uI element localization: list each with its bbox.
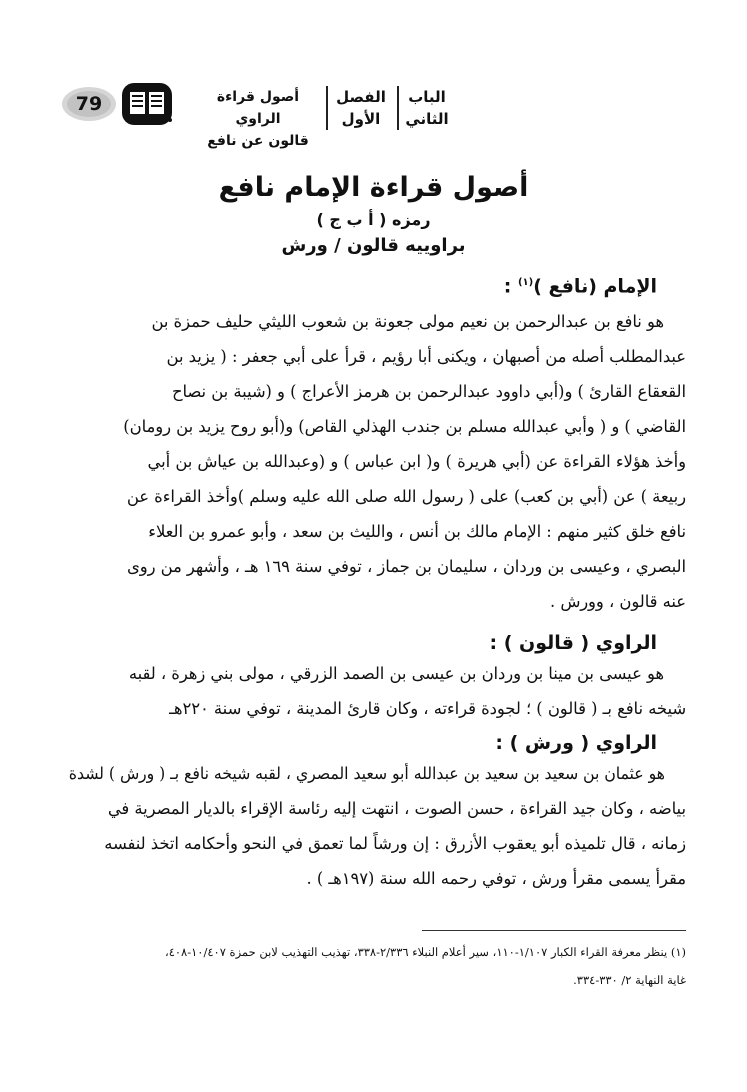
warsh-line: زمانه ، قال تلميذه أبو يعقوب الأزرق : إن ورشاً لما تعمق في النحو وأحكامه اتخذ لنفسه — [104, 834, 686, 853]
page-number: 79 — [75, 93, 103, 115]
footnote-line-1: (١) ينظر معرفة القراء الكبار ١/١٠٧-١١٠، سير أعلام النبلاء ٢/٣٣٦-٣٣٨، تهذيب التهذيب لابن حمزة ١٠/٤٠٧-٤٠٨، — [164, 945, 686, 959]
warsh-paragraph — [68, 756, 686, 896]
imam-line: وأخذ هؤلاء القراءة عن (أبي هريرة ) و( ابن عباس ) و (وعبدالله بن عياش بن أبي — [147, 452, 686, 471]
qalun-line: هو عيسى بن مينا بن وردان بن عيسى بن الصمد الزرقي ، مولى بني زهرة ، لقبه — [128, 664, 664, 683]
bab-label: الباب — [408, 88, 446, 106]
page-title: أصول قراءة الإمام نافع — [218, 172, 529, 203]
qalun-paragraph — [68, 656, 686, 726]
imam-line: هو نافع بن عبدالرحمن بن نعيم مولى جعونة بن شعوب الليثي حليف حمزة بن — [151, 312, 664, 331]
footnote-line-2: غاية النهاية ٢/ ٣٣٠-٣٣٤. — [573, 973, 686, 987]
warsh-line: هو عثمان بن سعيد بن سعيد بن عبدالله أبو سعيد المصري ، لقبه شيخه نافع بـ ( ورش ) لشدة — [68, 764, 665, 783]
imam-line: القعقاع القارئ ) و(أبي داوود عبدالرحمن بن هرمز الأعراج ) و (شيبة بن نصاح — [171, 382, 686, 401]
page-number-badge — [60, 85, 118, 123]
imam-heading-text: الإمام (نافع ) — [533, 275, 657, 298]
bab-value: الثاني — [405, 110, 449, 128]
header-topic — [193, 86, 323, 152]
footnote-divider — [422, 930, 686, 931]
warsh-heading: الراوي ( ورش ) : — [495, 732, 657, 754]
imam-line: عنه قالون ، وورش . — [549, 592, 686, 611]
header-divider — [397, 86, 399, 130]
book-icon — [121, 82, 173, 126]
header-divider — [326, 86, 328, 130]
warsh-line: بياضه ، وكان جيد القراءة ، حسن الصوت ، انتهت إليه رئاسة الإقراء بالديار المصرية في — [107, 799, 686, 818]
imam-line: نافع خلق كثير منهم : الإمام مالك بن أنس ، والليث بن سعد ، وأبو عمرو بن العلاء — [148, 522, 686, 541]
footnote-ref: (١) — [517, 277, 534, 288]
imam-line: القاضي ) و ( وأبي عبدالله مسلم بن جندب الهذلي القاص) و(أبو روح يزيد بن رومان) — [123, 417, 686, 436]
fasl-value: الأول — [341, 110, 381, 128]
imam-heading: الإمام (نافع )$^{(١)}$ : — [503, 275, 657, 298]
fasl-label: الفصل — [336, 88, 386, 106]
topic-line-1: أصول قراءة الراوي — [216, 89, 300, 127]
symbol-subtitle: رمزه ( أ ب ج ) — [316, 210, 431, 229]
imam-line: ربيعة ) عن (أبي بن كعب) على ( رسول الله صلى الله عليه وسلم )وأخذ القراءة عن — [126, 487, 686, 506]
topic-line-2: قالون عن نافع — [207, 133, 309, 149]
imam-paragraph — [68, 304, 686, 619]
qalun-line: شيخه نافع بـ ( قالون ) ؛ لجودة قراءته ، وكان قارئ المدينة ، توفي سنة ٢٢٠هـ — [169, 699, 686, 718]
qalun-heading: الراوي ( قالون ) : — [489, 632, 657, 654]
imam-line: عبدالمطلب أصله من أصبهان ، ويكنى أبا رؤيم ، قرأ على أبي جعفر : ( يزيد بن — [166, 347, 686, 366]
imam-line: البصري ، وعيسى بن وردان ، سليمان بن جماز ، توفي سنة ١٦٩ هـ ، وأشهر من روى — [127, 557, 686, 576]
warsh-line: مقرأ يسمى مقرأ ورش ، توفي رحمه الله سنة (١٩٧هـ ) . — [306, 869, 686, 888]
narrators-subtitle: براوييه قالون / ورش — [281, 235, 466, 256]
header-bab — [400, 86, 454, 130]
header-fasl — [329, 86, 393, 130]
